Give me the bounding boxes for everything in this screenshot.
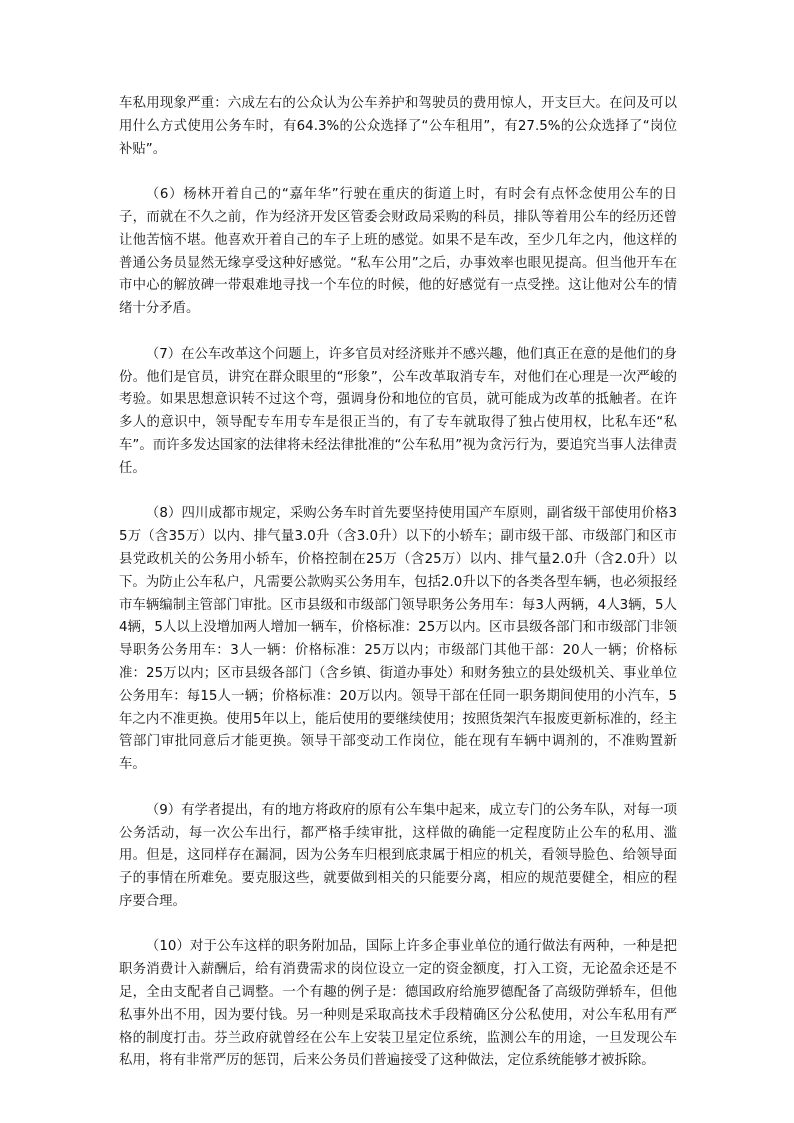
paragraph-9: （9）有学者提出，有的地方将政府的原有公车集中起来，成立专门的公务车队，对每一项公务活动，每一次公车出行，都严格手续审批，这样做的确能一定程度防止公车的私用、滥用。但是，这同样存在漏洞，因为公务车归根到底隶属于相应的机关，看领导脸色、给领导面子的事情在所难免。要克服这些，就要做到相关的只能要分离，相应的规范要健全，相应的程序要合理。 <box>119 802 677 909</box>
document-body <box>119 93 677 1096</box>
paragraph-continuation: 车私用现象严重：六成左右的公众认为公车养护和驾驶员的费用惊人，开支巨大。在问及可以用什么方式使用公务车时，有64.3%的公众选择了“公车租用”，有27.5%的公众选择了“岗位补贴”。 <box>119 96 677 157</box>
paragraph-6: （6）杨林开着自己的“嘉年华”行驶在重庆的街道上时，有时会有点怀念使用公车的日子，而就在不久之前，作为经济开发区管委会财政局采购的科员，排队等着用公车的经历还曾让他苦恼不堪。他喜欢开着自己的车子上班的感觉。如果不是车改，至少几年之内，他这样的普通公务员显然无缘享受这种好感觉。“私车公用”之后，办事效率也眼见提高。但当他开车在市中心的解放碑一带艰难地寻找一个车位的时候，他的好感觉有一点受挫。这让他对公车的情绪十分矛盾。 <box>119 187 677 317</box>
paragraph-10: （10）对于公车这样的职务附加品，国际上许多企事业单位的通行做法有两种，一种是把职务消费计入薪酬后，给有消费需求的岗位设立一定的资金额度，打入工资，无论盈余还是不足，全由支配者自己调整。一个有趣的例子是：德国政府给施罗德配备了高级防弹轿车，但他私事外出不用，因为要付钱。另一种则是采取高技术手段精确区分公私使用，对公车私用有严格的制度打击。芬兰政府就曾经在公车上安装卫星定位系统，监测公车的用途，一旦发现公车私用，将有非常严厉的惩罚，后来公务员们普遍接受了这种做法，定位系统能够才被拆除。 <box>119 939 677 1069</box>
paragraph-8: （8）四川成都市规定，采购公务车时首先要坚持使用国产车原则，副省级干部使用价格35万（含35万）以内、排气量3.0升（含3.0升）以下的小轿车；副市级干部、市级部门和区市县党政机关的公务用小轿车，价格控制在25万（含25万）以内、排气量2.0升（含2.0升）以下。为防止公车私户，凡需要公款购买公务用车，包括2.0升以下的各类各型车辆，也必须报经市车辆编制主管部门审批。区市县级和市级部门领导职务公务用车：每3人两辆，4人3辆，5人4辆，5人以上没增加两人增加一辆车，价格标准：25万以内。区市县级各部门和市级部门非领导职务公务用车：3人一辆：价格标准：25万以内；市级部门其他干部：20人一辆；价格标准：25万以内；区市县级各部门（含乡镇、街道办事处）和财务独立的县处级机关、事业单位公务用车：每15人一辆；价格标准：20万以内。领导干部在任同一职务期间使用的小汽车，5年之内不准更换。使用5年以上，能后使用的要继续使用；按照货架汽车报废更新标准的，经主管部门审批同意后才能更换。领导干部变动工作岗位，能在现有车辆中调剂的，不准购置新车。 <box>119 506 677 773</box>
paragraph-7: （7）在公车改革这个问题上，许多官员对经济账并不感兴趣，他们真正在意的是他们的身份。他们是官员，讲究在群众眼里的“形象”，公车改革取消专车，对他们在心理是一次严峻的考验。如果思想意识转不过这个弯，强调身份和地位的官员，就可能成为改革的抵触者。在许多人的意识中，领导配专车用专车是很正当的，有了专车就取得了独占使用权，比私车还“私车”。而许多发达国家的法律将未经法律批准的“公车私用”视为贪污行为，要追究当事人法律责任。 <box>119 346 677 476</box>
